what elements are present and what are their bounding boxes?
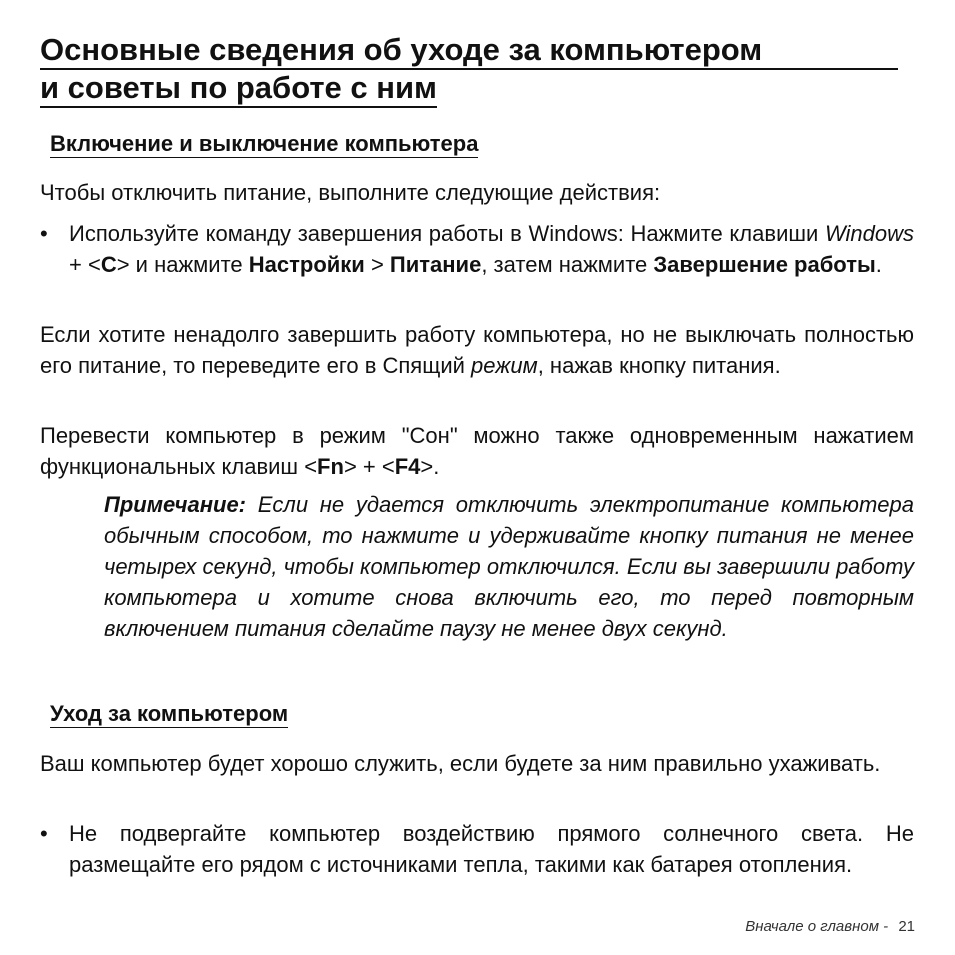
page-title (40, 32, 900, 108)
text-run: Перевести компьютер в режим "Сон" можно также одновременным нажатием функциональных клавиш < (40, 423, 914, 479)
section-heading-care: Уход за компьютером (50, 701, 289, 726)
power-menu-name: Питание (389, 252, 482, 277)
text-run: > (364, 252, 390, 277)
list-item-shutdown (40, 218, 914, 311)
note-block (104, 489, 914, 644)
key-c: C (100, 252, 117, 277)
note-text: Если не удается отключить электропитание компьютера обычным способом, то нажмите и удерживайте кнопку питания не менее четырех секунд, чтобы компьютер отключился. Если вы завершили работу компьютера и хотите снова включить его, то перед повторным включением питания сделайте паузу не менее двух секунд. (104, 492, 914, 641)
text-run: , затем нажмите (481, 252, 654, 277)
text-run: > + < (343, 454, 395, 479)
section-heading-power: Включение и выключение компьютера (50, 131, 479, 156)
windows-key-name: Windows (824, 221, 914, 246)
hotkey-paragraph (40, 420, 914, 482)
sleep-paragraph (40, 319, 914, 381)
footer-section-name: Вначале о главном - (745, 918, 889, 935)
bullet-marker: • (40, 821, 48, 846)
note-label: Примечание: (104, 492, 247, 517)
text-run: >. (420, 454, 440, 479)
page-footer (745, 918, 915, 936)
sleep-mode-term: режим (471, 353, 538, 378)
page-number: 21 (898, 918, 915, 935)
list-item-sunlight (40, 818, 914, 911)
text-run: . (875, 252, 882, 277)
settings-menu-name: Настройки (248, 252, 365, 277)
text-run: Используйте команду завершения работы в Windows: Нажмите клавиши (69, 221, 825, 246)
page-title-line-1: Основные сведения об уходе за компьютером (40, 32, 898, 70)
text-run: Если хотите ненадолго завершить работу компьютера, но не выключать полностью его питание, то переведите его в Спящий (40, 322, 914, 378)
shutdown-instructions (69, 218, 914, 280)
care-intro-paragraph: Ваш компьютер будет хорошо служить, если будете за ним правильно ухаживать. (40, 751, 881, 776)
shutdown-command-name: Завершение работы (653, 252, 876, 277)
text-run: , нажав кнопку питания. (537, 353, 781, 378)
text-run: + < (69, 252, 101, 277)
sunlight-warning: Не подвергайте компьютер воздействию прямого солнечного света. Не размещайте его рядом с источниками тепла, такими как батарея отопления. (69, 821, 914, 877)
text-run: > и нажмите (116, 252, 249, 277)
key-f4: F4 (394, 454, 421, 479)
key-fn: Fn (317, 454, 344, 479)
page-title-line-2: и советы по работе с ним (40, 70, 437, 108)
bullet-marker: • (40, 221, 48, 246)
power-intro-paragraph: Чтобы отключить питание, выполните следующие действия: (40, 180, 661, 205)
